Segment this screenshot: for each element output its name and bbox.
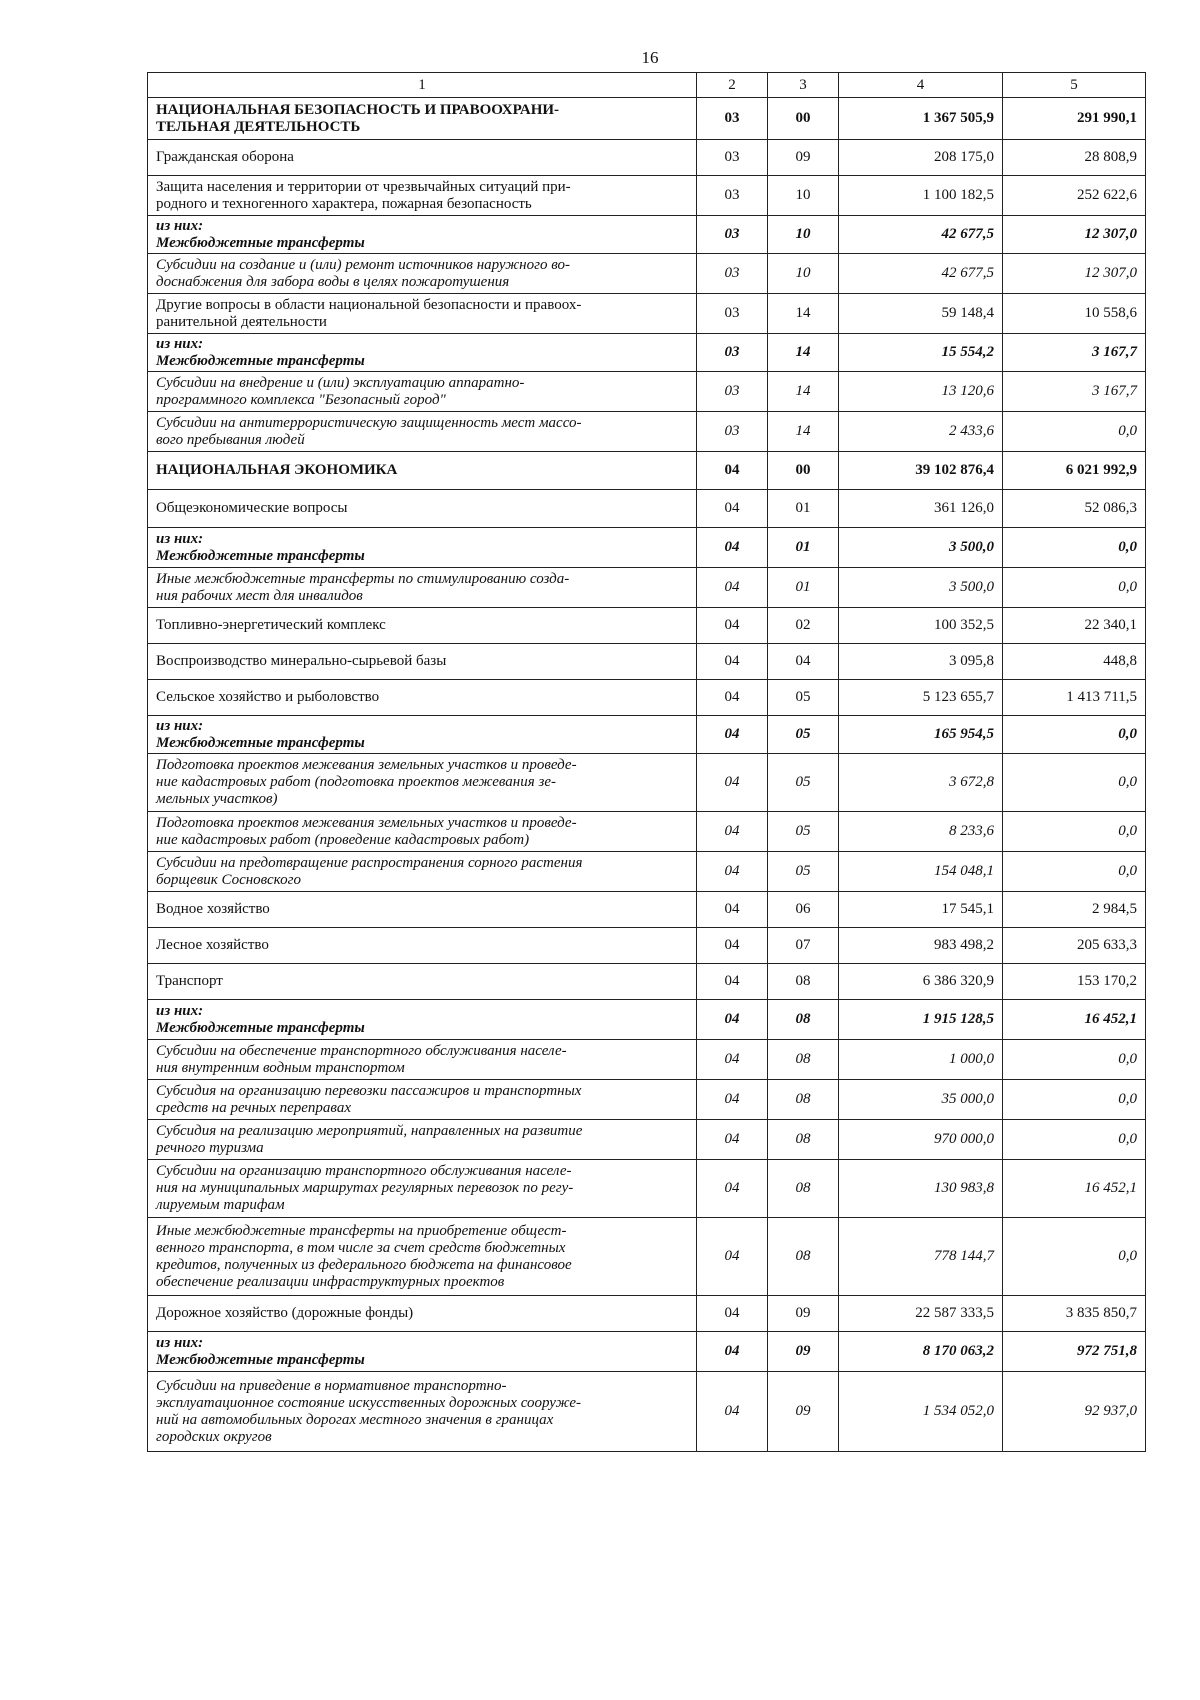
page-number: 16 bbox=[641, 48, 659, 67]
subsection-code: 06 bbox=[768, 892, 839, 928]
amount-col5: 3 167,7 bbox=[1003, 334, 1146, 372]
amount-col4: 1 100 182,5 bbox=[839, 176, 1003, 216]
section-code: 04 bbox=[697, 852, 768, 892]
amount-col4: 15 554,2 bbox=[839, 334, 1003, 372]
column-header: 4 bbox=[839, 73, 1003, 98]
row-name bbox=[148, 812, 697, 852]
subsection-code: 14 bbox=[768, 334, 839, 372]
amount-col4: 3 095,8 bbox=[839, 644, 1003, 680]
row-name bbox=[148, 1120, 697, 1160]
row-name bbox=[148, 254, 697, 294]
amount-col5: 0,0 bbox=[1003, 1040, 1146, 1080]
table-row bbox=[148, 334, 1146, 372]
row-name-line: из них: bbox=[156, 717, 204, 734]
table-row bbox=[148, 928, 1146, 964]
row-name-line: из них: bbox=[156, 1334, 204, 1351]
row-name bbox=[148, 568, 697, 608]
subsection-code: 09 bbox=[768, 1332, 839, 1372]
section-code: 03 bbox=[697, 176, 768, 216]
row-name-line: ний на автомобильных дорогах местного значения в границах bbox=[156, 1411, 554, 1428]
section-code: 04 bbox=[697, 490, 768, 528]
amount-col4: 1 000,0 bbox=[839, 1040, 1003, 1080]
row-name-line: из них: bbox=[156, 1002, 204, 1019]
row-name bbox=[148, 490, 697, 528]
row-name-line: из них: bbox=[156, 335, 204, 352]
amount-col4: 59 148,4 bbox=[839, 294, 1003, 334]
amount-col4: 970 000,0 bbox=[839, 1120, 1003, 1160]
section-code: 04 bbox=[697, 452, 768, 490]
table-row bbox=[148, 608, 1146, 644]
subsection-code: 00 bbox=[768, 452, 839, 490]
table-row bbox=[148, 892, 1146, 928]
amount-col5: 0,0 bbox=[1003, 754, 1146, 812]
subsection-code: 07 bbox=[768, 928, 839, 964]
amount-col5: 12 307,0 bbox=[1003, 254, 1146, 294]
subsection-code: 09 bbox=[768, 140, 839, 176]
table-row bbox=[148, 852, 1146, 892]
row-name-line: Лесное хозяйство bbox=[156, 937, 269, 953]
amount-col4: 5 123 655,7 bbox=[839, 680, 1003, 716]
amount-col4: 42 677,5 bbox=[839, 254, 1003, 294]
amount-col5: 3 835 850,7 bbox=[1003, 1296, 1146, 1332]
row-name bbox=[148, 176, 697, 216]
section-code: 04 bbox=[697, 1000, 768, 1040]
row-name-line: Межбюджетные трансферты bbox=[156, 734, 365, 751]
row-name-line: Субсидии на создание и (или) ремонт источников наружного во- bbox=[156, 256, 571, 273]
section-code: 04 bbox=[697, 568, 768, 608]
subsection-code: 09 bbox=[768, 1372, 839, 1452]
amount-col4: 778 144,7 bbox=[839, 1218, 1003, 1296]
amount-col4: 35 000,0 bbox=[839, 1080, 1003, 1120]
row-name-line: ния рабочих мест для инвалидов bbox=[156, 587, 363, 604]
row-name-line: Дорожное хозяйство (дорожные фонды) bbox=[156, 1305, 414, 1321]
subsection-code: 05 bbox=[768, 812, 839, 852]
amount-col4: 2 433,6 bbox=[839, 412, 1003, 452]
amount-col4: 1 915 128,5 bbox=[839, 1000, 1003, 1040]
amount-col4: 8 170 063,2 bbox=[839, 1332, 1003, 1372]
row-name-line: родного и техногенного характера, пожарная безопасность bbox=[156, 195, 532, 212]
amount-col5: 0,0 bbox=[1003, 716, 1146, 754]
subsection-code: 00 bbox=[768, 98, 839, 140]
row-name bbox=[148, 1372, 697, 1452]
amount-col5: 52 086,3 bbox=[1003, 490, 1146, 528]
row-name-line: средств на речных переправах bbox=[156, 1099, 351, 1116]
amount-col5: 12 307,0 bbox=[1003, 216, 1146, 254]
table-row bbox=[148, 528, 1146, 568]
table-row bbox=[148, 98, 1146, 140]
row-name-line: ния на муниципальных маршрутах регулярных перевозок по регу- bbox=[156, 1180, 574, 1196]
amount-col5: 10 558,6 bbox=[1003, 294, 1146, 334]
subsection-code: 08 bbox=[768, 1000, 839, 1040]
row-name bbox=[148, 754, 697, 812]
section-code: 04 bbox=[697, 1332, 768, 1372]
amount-col5: 2 984,5 bbox=[1003, 892, 1146, 928]
section-code: 03 bbox=[697, 98, 768, 140]
amount-col5: 0,0 bbox=[1003, 412, 1146, 452]
row-name bbox=[148, 1000, 697, 1040]
table-row bbox=[148, 176, 1146, 216]
subsection-code: 05 bbox=[768, 680, 839, 716]
amount-col5: 22 340,1 bbox=[1003, 608, 1146, 644]
subsection-code: 01 bbox=[768, 568, 839, 608]
subsection-code: 08 bbox=[768, 964, 839, 1000]
row-name-line: Субсидии на антитеррористическую защищенность мест массо- bbox=[156, 414, 582, 431]
subsection-code: 10 bbox=[768, 176, 839, 216]
subsection-code: 09 bbox=[768, 1296, 839, 1332]
amount-col5: 291 990,1 bbox=[1003, 98, 1146, 140]
row-name bbox=[148, 216, 697, 254]
amount-col4: 6 386 320,9 bbox=[839, 964, 1003, 1000]
row-name-line: Субсидия на реализацию мероприятий, направленных на развитие bbox=[156, 1122, 583, 1139]
row-name-line: Субсидии на обеспечение транспортного обслуживания населе- bbox=[156, 1042, 567, 1059]
amount-col4: 3 500,0 bbox=[839, 568, 1003, 608]
column-header: 5 bbox=[1003, 73, 1146, 98]
section-code: 03 bbox=[697, 294, 768, 334]
amount-col5: 0,0 bbox=[1003, 1080, 1146, 1120]
budget-table bbox=[147, 72, 1146, 1452]
row-name bbox=[148, 334, 697, 372]
section-code: 04 bbox=[697, 892, 768, 928]
column-header: 2 bbox=[697, 73, 768, 98]
table-row bbox=[148, 1296, 1146, 1332]
amount-col4: 17 545,1 bbox=[839, 892, 1003, 928]
section-code: 04 bbox=[697, 812, 768, 852]
subsection-code: 08 bbox=[768, 1160, 839, 1218]
section-code: 04 bbox=[697, 1080, 768, 1120]
row-name-line: Иные межбюджетные трансферты на приобретение общест- bbox=[156, 1222, 567, 1239]
section-code: 04 bbox=[697, 754, 768, 812]
subsection-code: 14 bbox=[768, 294, 839, 334]
row-name-line: из них: bbox=[156, 217, 204, 234]
table-row bbox=[148, 452, 1146, 490]
table-row bbox=[148, 216, 1146, 254]
amount-col4: 983 498,2 bbox=[839, 928, 1003, 964]
amount-col5: 0,0 bbox=[1003, 568, 1146, 608]
table-header-row bbox=[148, 73, 1146, 98]
row-name-line: Субсидия на организацию перевозки пассажиров и транспортных bbox=[156, 1082, 582, 1099]
row-name bbox=[148, 372, 697, 412]
row-name-line: Подготовка проектов межевания земельных участков и проведе- bbox=[156, 757, 577, 773]
row-name bbox=[148, 608, 697, 644]
row-name bbox=[148, 452, 697, 490]
table-row bbox=[148, 412, 1146, 452]
section-code: 04 bbox=[697, 608, 768, 644]
amount-col5: 153 170,2 bbox=[1003, 964, 1146, 1000]
row-name bbox=[148, 1218, 697, 1296]
subsection-code: 01 bbox=[768, 490, 839, 528]
section-code: 03 bbox=[697, 254, 768, 294]
section-code: 04 bbox=[697, 1160, 768, 1218]
subsection-code: 05 bbox=[768, 754, 839, 812]
section-code: 03 bbox=[697, 334, 768, 372]
row-name-line: Межбюджетные трансферты bbox=[156, 1351, 365, 1368]
subsection-code: 10 bbox=[768, 254, 839, 294]
row-name-line: Субсидии на организацию транспортного обслуживания населе- bbox=[156, 1163, 572, 1179]
section-code: 04 bbox=[697, 928, 768, 964]
row-name-line: кредитов, полученных из федерального бюджета на финансовое bbox=[156, 1256, 572, 1273]
amount-col4: 39 102 876,4 bbox=[839, 452, 1003, 490]
table-row bbox=[148, 372, 1146, 412]
amount-col5: 0,0 bbox=[1003, 1120, 1146, 1160]
row-name-line: Гражданская оборона bbox=[156, 149, 294, 165]
amount-col4: 100 352,5 bbox=[839, 608, 1003, 644]
table-row bbox=[148, 812, 1146, 852]
row-name-line: Водное хозяйство bbox=[156, 901, 270, 917]
section-code: 04 bbox=[697, 1296, 768, 1332]
section-code: 03 bbox=[697, 140, 768, 176]
row-name bbox=[148, 964, 697, 1000]
row-name-line: ние кадастровых работ (подготовка проектов межевания зе- bbox=[156, 774, 556, 790]
row-name-line: Топливно-энергетический комплекс bbox=[156, 617, 386, 633]
table-row bbox=[148, 680, 1146, 716]
amount-col5: 1 413 711,5 bbox=[1003, 680, 1146, 716]
row-name-line: ния внутренним водным транспортом bbox=[156, 1059, 405, 1076]
row-name bbox=[148, 716, 697, 754]
amount-col5: 0,0 bbox=[1003, 1218, 1146, 1296]
row-name-line: НАЦИОНАЛЬНАЯ ЭКОНОМИКА bbox=[156, 462, 398, 478]
row-name-line: Общеэкономические вопросы bbox=[156, 500, 348, 516]
table-row bbox=[148, 964, 1146, 1000]
row-name-line: Воспроизводство минерально-сырьевой базы bbox=[156, 653, 447, 669]
row-name bbox=[148, 644, 697, 680]
subsection-code: 14 bbox=[768, 372, 839, 412]
subsection-code: 01 bbox=[768, 528, 839, 568]
row-name bbox=[148, 412, 697, 452]
section-code: 04 bbox=[697, 644, 768, 680]
table-row bbox=[148, 1120, 1146, 1160]
row-name-line: Транспорт bbox=[156, 973, 223, 989]
section-code: 04 bbox=[697, 528, 768, 568]
amount-col5: 205 633,3 bbox=[1003, 928, 1146, 964]
row-name bbox=[148, 1040, 697, 1080]
subsection-code: 14 bbox=[768, 412, 839, 452]
row-name bbox=[148, 1160, 697, 1218]
row-name-line: Субсидии на предотвращение распространения сорного растения bbox=[156, 854, 583, 871]
amount-col4: 154 048,1 bbox=[839, 852, 1003, 892]
amount-col4: 208 175,0 bbox=[839, 140, 1003, 176]
row-name-line: борщевик Сосновского bbox=[156, 871, 301, 888]
column-header: 1 bbox=[148, 73, 697, 98]
table-row bbox=[148, 754, 1146, 812]
section-code: 04 bbox=[697, 964, 768, 1000]
amount-col5: 3 167,7 bbox=[1003, 372, 1146, 412]
row-name-line: Межбюджетные трансферты bbox=[156, 1019, 365, 1036]
section-code: 03 bbox=[697, 372, 768, 412]
row-name-line: обеспечение реализации инфраструктурных проектов bbox=[156, 1273, 505, 1290]
table-row bbox=[148, 644, 1146, 680]
table-row bbox=[148, 1160, 1146, 1218]
row-name-line: Субсидии на внедрение и (или) эксплуатацию аппаратно- bbox=[156, 374, 525, 391]
table-row bbox=[148, 1000, 1146, 1040]
row-name-line: доснабжения для забора воды в целях пожаротушения bbox=[156, 273, 510, 290]
row-name-line: Другие вопросы в области национальной безопасности и правоох- bbox=[156, 296, 582, 313]
table-row bbox=[148, 140, 1146, 176]
amount-col4: 165 954,5 bbox=[839, 716, 1003, 754]
row-name bbox=[148, 1080, 697, 1120]
row-name-line: программного комплекса "Безопасный город" bbox=[156, 391, 446, 408]
amount-col5: 6 021 992,9 bbox=[1003, 452, 1146, 490]
row-name-line: Подготовка проектов межевания земельных участков и проведе- bbox=[156, 814, 577, 831]
table-row bbox=[148, 568, 1146, 608]
row-name-line: ние кадастровых работ (проведение кадастровых работ) bbox=[156, 831, 530, 848]
subsection-code: 10 bbox=[768, 216, 839, 254]
row-name bbox=[148, 680, 697, 716]
amount-col5: 28 808,9 bbox=[1003, 140, 1146, 176]
row-name bbox=[148, 98, 697, 140]
subsection-code: 04 bbox=[768, 644, 839, 680]
amount-col5: 448,8 bbox=[1003, 644, 1146, 680]
amount-col4: 42 677,5 bbox=[839, 216, 1003, 254]
amount-col5: 0,0 bbox=[1003, 528, 1146, 568]
subsection-code: 02 bbox=[768, 608, 839, 644]
row-name-line: городских округов bbox=[156, 1428, 272, 1445]
amount-col4: 361 126,0 bbox=[839, 490, 1003, 528]
row-name-line: Межбюджетные трансферты bbox=[156, 547, 365, 564]
row-name-line: Субсидии на приведение в нормативное транспортно- bbox=[156, 1377, 507, 1394]
table-row bbox=[148, 1372, 1146, 1452]
section-code: 03 bbox=[697, 412, 768, 452]
section-code: 04 bbox=[697, 716, 768, 754]
table-row bbox=[148, 490, 1146, 528]
table-row bbox=[148, 716, 1146, 754]
section-code: 03 bbox=[697, 216, 768, 254]
row-name bbox=[148, 852, 697, 892]
row-name-line: венного транспорта, в том числе за счет средств бюджетных bbox=[156, 1239, 566, 1256]
table-row bbox=[148, 1040, 1146, 1080]
row-name-line: речного туризма bbox=[156, 1139, 264, 1156]
section-code: 04 bbox=[697, 1218, 768, 1296]
subsection-code: 08 bbox=[768, 1218, 839, 1296]
amount-col5: 16 452,1 bbox=[1003, 1160, 1146, 1218]
row-name-line: мельных участков) bbox=[156, 791, 278, 807]
row-name bbox=[148, 892, 697, 928]
section-code: 04 bbox=[697, 1120, 768, 1160]
amount-col4: 22 587 333,5 bbox=[839, 1296, 1003, 1332]
row-name bbox=[148, 1332, 697, 1372]
subsection-code: 05 bbox=[768, 852, 839, 892]
row-name-line: ранительной деятельности bbox=[156, 313, 327, 330]
row-name-line: Сельское хозяйство и рыболовство bbox=[156, 689, 380, 705]
amount-col4: 3 500,0 bbox=[839, 528, 1003, 568]
section-code: 04 bbox=[697, 1040, 768, 1080]
row-name bbox=[148, 1296, 697, 1332]
amount-col5: 16 452,1 bbox=[1003, 1000, 1146, 1040]
amount-col4: 1 367 505,9 bbox=[839, 98, 1003, 140]
section-code: 04 bbox=[697, 680, 768, 716]
amount-col4: 1 534 052,0 bbox=[839, 1372, 1003, 1452]
subsection-code: 08 bbox=[768, 1120, 839, 1160]
amount-col5: 0,0 bbox=[1003, 812, 1146, 852]
row-name bbox=[148, 140, 697, 176]
row-name-line: ТЕЛЬНАЯ ДЕЯТЕЛЬНОСТЬ bbox=[156, 118, 361, 135]
row-name-line: лируемым тарифам bbox=[156, 1197, 285, 1213]
row-name-line: вого пребывания людей bbox=[156, 431, 305, 448]
row-name-line: НАЦИОНАЛЬНАЯ БЕЗОПАСНОСТЬ И ПРАВООХРАНИ- bbox=[156, 101, 560, 118]
section-code: 04 bbox=[697, 1372, 768, 1452]
table-row bbox=[148, 1332, 1146, 1372]
amount-col4: 8 233,6 bbox=[839, 812, 1003, 852]
column-header: 3 bbox=[768, 73, 839, 98]
table-row bbox=[148, 294, 1146, 334]
row-name-line: из них: bbox=[156, 530, 204, 547]
amount-col4: 13 120,6 bbox=[839, 372, 1003, 412]
amount-col4: 3 672,8 bbox=[839, 754, 1003, 812]
row-name bbox=[148, 928, 697, 964]
row-name bbox=[148, 528, 697, 568]
amount-col5: 252 622,6 bbox=[1003, 176, 1146, 216]
amount-col4: 130 983,8 bbox=[839, 1160, 1003, 1218]
row-name-line: Межбюджетные трансферты bbox=[156, 352, 365, 369]
subsection-code: 08 bbox=[768, 1080, 839, 1120]
row-name-line: Межбюджетные трансферты bbox=[156, 234, 365, 251]
amount-col5: 92 937,0 bbox=[1003, 1372, 1146, 1452]
subsection-code: 08 bbox=[768, 1040, 839, 1080]
table-row bbox=[148, 254, 1146, 294]
table-row bbox=[148, 1218, 1146, 1296]
row-name-line: Защита населения и территории от чрезвычайных ситуаций при- bbox=[156, 178, 571, 195]
amount-col5: 0,0 bbox=[1003, 852, 1146, 892]
row-name bbox=[148, 294, 697, 334]
row-name-line: эксплуатационное состояние искусственных дорожных сооруже- bbox=[156, 1394, 581, 1411]
table-row bbox=[148, 1080, 1146, 1120]
subsection-code: 05 bbox=[768, 716, 839, 754]
row-name-line: Иные межбюджетные трансферты по стимулированию созда- bbox=[156, 570, 570, 587]
amount-col5: 972 751,8 bbox=[1003, 1332, 1146, 1372]
